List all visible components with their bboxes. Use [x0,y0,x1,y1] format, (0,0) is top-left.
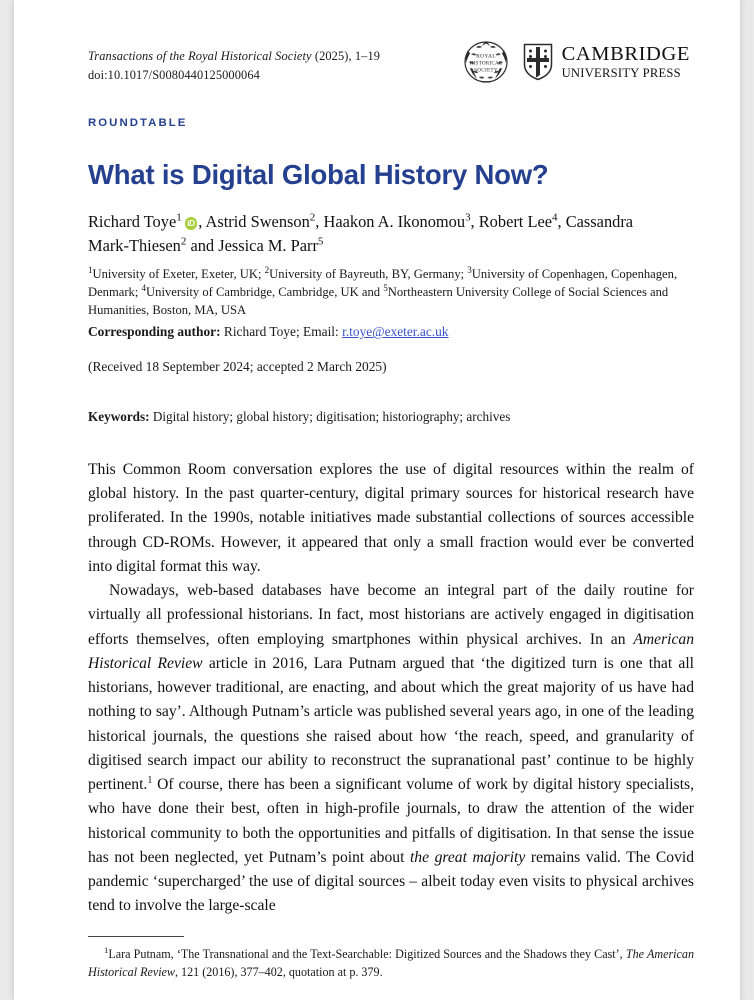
footnote-1 [88,946,694,981]
svg-text:SOCIETY: SOCIETY [473,67,498,74]
footnote-italic-journal: The American Historical Review [88,947,694,979]
keywords [88,409,692,425]
journal-issue: (2025), 1–19 [311,49,381,63]
author-name: Richard Toye [88,212,177,231]
affiliation-text: Northeastern University College of Social Sciences and Humanities, Boston, MA, USA [88,285,669,318]
affiliation-text: University of Copenhagen, Copenhagen, Denmark; [88,267,678,300]
author-affiliation-marker: 5 [317,235,324,248]
cambridge-shield-icon [523,43,553,81]
author-list: Richard Toye$^1$ iD , Astrid Swenson$^2$, Haakon A. Ikonomou$^3$, Robert Lee$^4$, Cassandra Mark-Thiesen$^2$ and Jessica M. Parr$^5$ [88,211,634,256]
p2-text-2: article in 2016, Lara Putnam argued that ‘the digitized turn is one that all historians, however traditional, are enacting, and about which the great majority of us have had nothing to say’. Although Putnam’s article was published several years ago, in one of the leading historical journals, the questions she raised about how ‘the reach, speed, and granularity of digitised search impact our ability to reconstruct the supranational past’ continue to be highly pertinent. [88,654,695,794]
cambridge-line1: CAMBRIDGE [561,42,690,65]
p2-text-1: Nowadays, web-based databases have become an integral part of the daily routine for virtually all professional historians. In fact, most historians are actively engaged in digitisation efforts themselves, often employing smartphones within physical archives. In an [88,582,694,648]
affiliations [88,265,692,319]
publisher-logos [461,37,690,87]
footnote-text-1: Lara Putnam, ‘The Transnational and the Text-Searchable: Digitized Sources and the Shadows they Cast’, [108,947,626,961]
p2-text-4: remains valid. The Covid pandemic ‘supercharged’ the use of digital sources – albeit today even visits to physical archives tend to involve the large-scale [88,848,695,915]
p2-italic-phrase: the great majority [409,848,526,866]
page-title: What is Digital Global History Now? [88,159,549,190]
section-kicker: ROUNDTABLE [88,117,188,129]
footnote-area [88,936,694,981]
author-affiliation-marker: 2 [309,211,316,224]
paper-page [14,0,740,1000]
author-name: Robert Lee [478,212,553,231]
royal-historical-society-logo [461,37,511,87]
affiliation-text: University of Bayreuth, BY, Germany; [269,267,468,281]
corresponding-author [88,323,692,342]
journal-title: Transactions of the Royal Historical Society [88,49,312,63]
footnote-separator-rule [88,936,184,937]
corresponding-author-name: Richard Toye; Email: [220,324,343,339]
author-affiliation-marker: 4 [552,211,558,224]
body-paragraph-1: This Common Room conversation explores the use of digital resources within the realm of global history. In the past quarter-century, digital primary sources for historical research have proliferated. In the 1990s, notable initiatives made substantial collections of sources accessible through CD-ROMs. However, it appeared that only a small fraction would ever be converted into digital format this way. [88,461,694,575]
author-name: Haakon A. Ikonomou [323,212,466,231]
keywords-label: Keywords: [88,409,150,424]
author-name: Astrid Swenson [205,212,310,231]
affiliation-marker: 5 [383,282,388,293]
journal-reference [88,47,380,85]
affiliation-marker: 3 [467,264,472,275]
affiliation-marker: 4 [141,282,147,293]
journal-citation-line [88,47,380,66]
footnote-number: 1 [104,944,109,955]
affiliation-text: University of Exeter, Exeter, UK; [92,267,265,281]
affiliation-marker: 1 [88,264,93,275]
p2-italic-journal: American Historical Review [88,630,694,672]
masthead [88,42,694,87]
received-accepted-dates: (Received 18 September 2024; accepted 2 March 2025) [88,359,387,374]
svg-text:ROYAL: ROYAL [475,53,496,60]
keywords-values: Digital history; global history; digitisation; historiography; archives [149,409,511,424]
article-body [88,458,694,918]
doi: doi:10.1017/S0080440125000064 [88,68,260,83]
cambridge-line2: UNIVERSITY PRESS [561,66,681,81]
author-affiliation-marker: 1 [176,211,182,224]
affiliation-text: University of Cambridge, Cambridge, UK and [146,285,384,300]
footnote-text-2: , 121 (2016), 377–402, quotation at p. 379. [175,964,383,979]
p2-text-3: Of course, there has been a significant volume of work by digital history specialists, who have done their best, often in high-profile journals, to draw the attention of the wider historical community to both the opportunities and pitfalls of digitisation. In that sense the issue has not been neglected, yet Putnam’s point about [88,776,694,866]
cambridge-university-press-logo [523,43,690,81]
corresponding-author-email-link[interactable]: r.toye@exeter.ac.uk [342,324,449,339]
footnote-reference-1[interactable]: 1 [147,774,153,786]
author-name: Jessica M. Parr [218,236,318,256]
author-affiliation-marker: 2 [180,235,187,248]
corresponding-author-label: Corresponding author: [88,324,221,339]
cambridge-wordmark [562,44,690,80]
body-paragraph-2 [88,579,694,918]
affiliation-marker: 2 [264,264,270,275]
author-name: Cassandra Mark-Thiesen [88,212,634,256]
author-affiliation-marker: 3 [465,211,471,224]
svg-text:HISTORICAL: HISTORICAL [469,60,502,67]
orcid-icon[interactable]: iD [185,217,198,230]
page-content [88,0,694,1000]
